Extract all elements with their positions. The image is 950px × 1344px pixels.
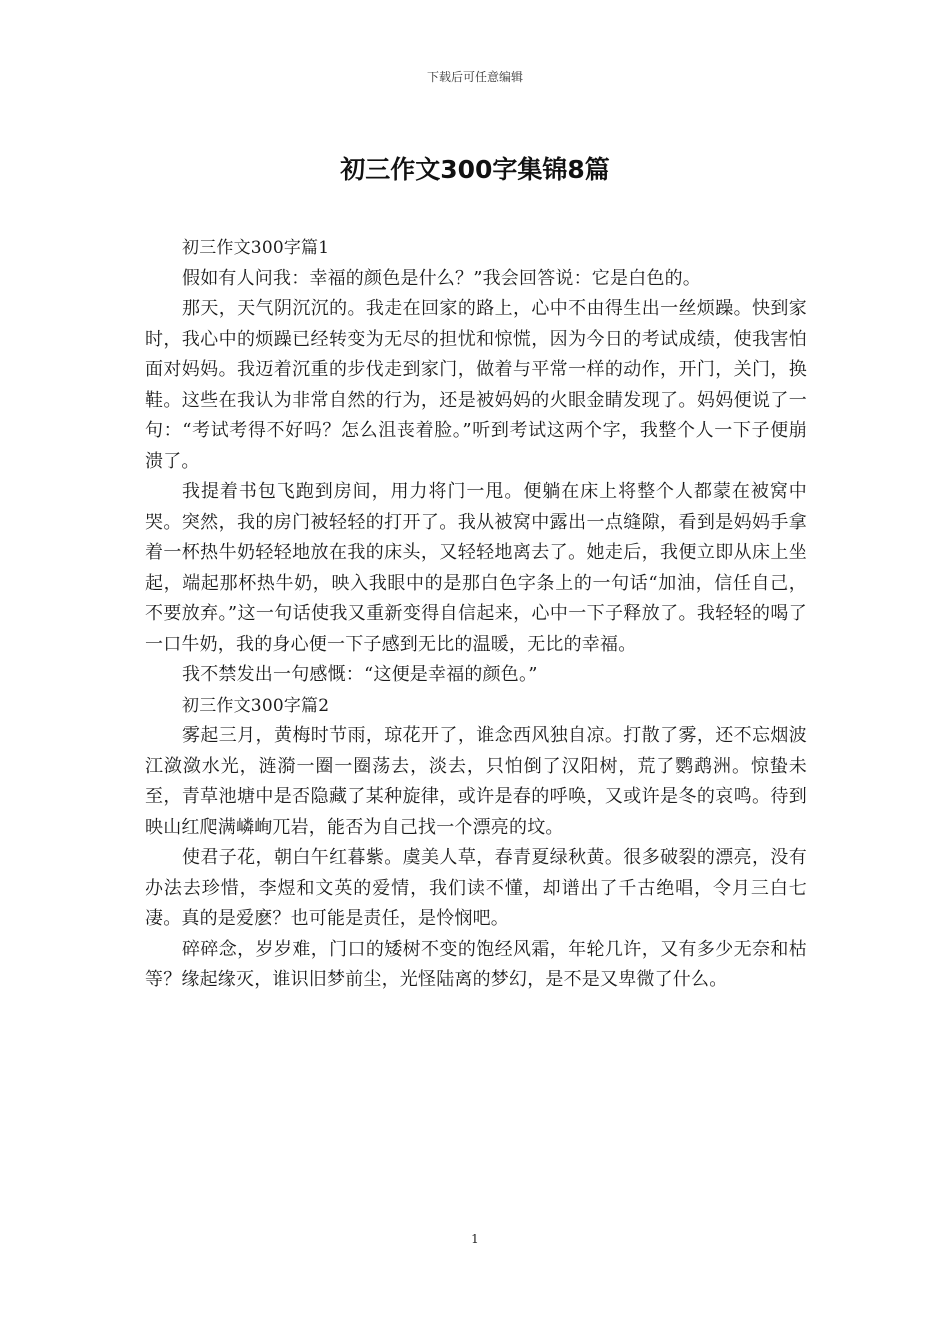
paragraph: 碎碎念，岁岁难，门口的矮树不变的饱经风霜，年轮几许，又有多少无奈和枯等？缘起缘灭，谁识旧梦前尘，光怪陆离的梦幻，是不是又卑微了什么。 [145,938,807,990]
paragraph: 我不禁发出一句感慨：“这便是幸福的颜色。” [182,664,538,685]
document-title: 初三作文300字集锦8篇 [340,155,610,184]
page-number: 1 [471,1232,479,1246]
paragraph: 那天，天气阴沉沉的。我走在回家的路上，心中不由得生出一丝烦躁。快到家时，我心中的烦躁已经转变为无尽的担忧和惊慌，因为今日的考试成绩，使我害怕面对妈妈。我迈着沉重的步伐走到家门，做着与平常一样的动作，开门，关门，换鞋。这些在我认为非常自然的行为，还是被妈妈的火眼金睛发现了。妈妈便说了一句：“考试考得不好吗？怎么沮丧着脸。”听到考试这两个字，我整个人一下子便崩溃了。 [145,298,807,472]
header-note: 下载后可任意编辑 [426,70,523,84]
section-heading: 初三作文300字篇1 [182,238,330,258]
paragraph: 我提着书包飞跑到房间，用力将门一甩。便躺在床上将整个人都蒙在被窝中哭。突然，我的房门被轻轻的打开了。我从被窝中露出一点缝隙，看到是妈妈手拿着一杯热牛奶轻轻地放在我的床头，又轻轻地离去了。她走后，我便立即从床上坐起，端起那杯热牛奶，映入我眼中的是那白色字条上的一句话“加油，信任自己，不要放弃。”这一句话使我又重新变得自信起来，心中一下子释放了。我轻轻的喝了一口牛奶，我的身心便一下子感到无比的温暖，无比的幸福。 [145,481,807,655]
paragraph: 假如有人问我：幸福的颜色是什么？”我会回答说：它是白色的。 [182,267,701,289]
paragraph: 雾起三月，黄梅时节雨，琼花开了，谁念西风独自凉。打散了雾，还不忘烟波江潋潋水光，涟漪一圈一圈荡去，淡去，只怕倒了汉阳树，荒了鹦鹉洲。惊蛰未至，青草池塘中是否隐藏了某种旋律，或许是春的呼唤，又或许是冬的哀鸣。待到映山红爬满嶙峋兀岩，能否为自己找一个漂亮的坟。 [145,725,807,838]
document-body [145,233,807,996]
section-heading: 初三作文300字篇2 [182,695,330,716]
paragraph: 使君子花，朝白午红暮紫。虞美人草，春青夏绿秋黄。很多破裂的漂亮，没有办法去珍惜，李煜和文英的爱情，我们读不懂，却谱出了千古绝唱，令月三白七凄。真的是爱麽？也可能是责任，是怜悯吧。 [145,847,807,929]
